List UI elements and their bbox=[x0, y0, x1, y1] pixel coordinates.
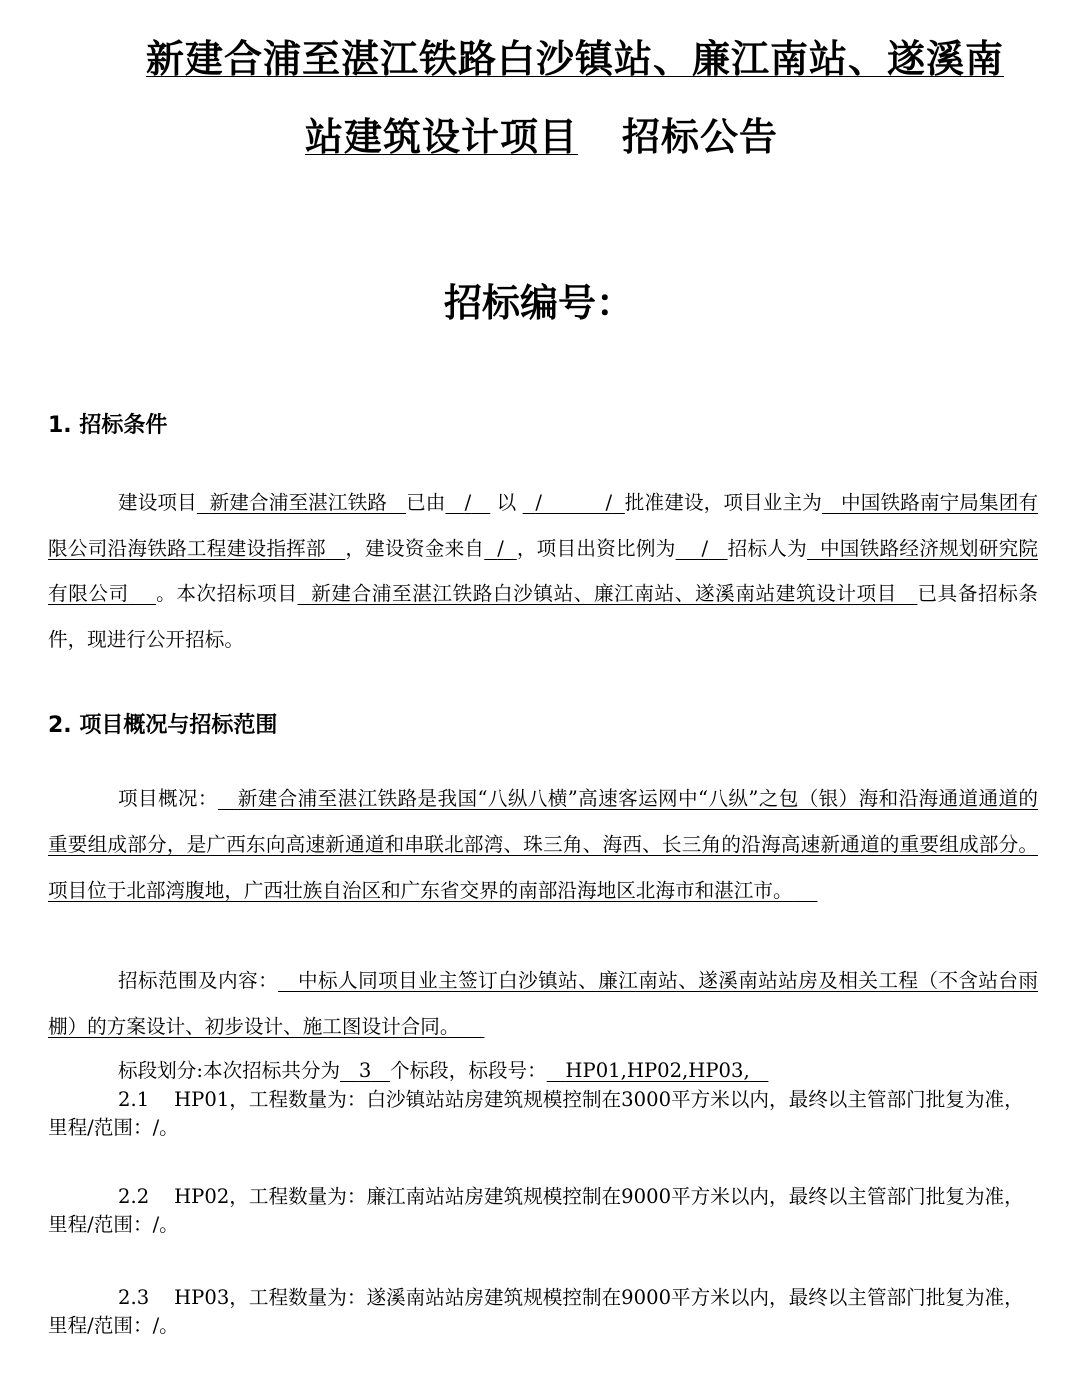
lot-item: 2.2 HP02，工程数量为：廉江南站站房建筑规模控制在9000平方米以内，最终以主管部门批复为准，里程/范围：/。 bbox=[48, 1185, 1024, 1236]
section-1-paragraph: 建设项目 新建合浦至湛江铁路 已由 / 以 / / 批准建设，项目业主为 中国铁路南宁局集团有限公司沿海铁路工程建设指挥部 ，建设资金来自 / ，项目出资比例为 / 招标人为 中国铁路经济规划研究院有限公司 。本次招标项目 新建合浦至湛江铁路白沙镇站、廉江南站、遂溪南站建筑设计项目 已具备招标条件，现进行公开招标。 bbox=[48, 491, 1039, 651]
bid-scope: 招标范围及内容： 中标人同项目业主签订白沙镇站、廉江南站、遂溪南站站房及相关工程（不含站台雨棚）的方案设计、初步设计、施工图设计合同。 bbox=[48, 969, 1039, 1038]
bid-item: 新建合浦至湛江铁路白沙镇站、廉江南站、遂溪南站建筑设计项目 bbox=[311, 582, 897, 605]
title-line-2 bbox=[305, 106, 1005, 161]
bid-number-label: 招标编号： bbox=[444, 281, 635, 325]
title-suffix: 招标公告 bbox=[622, 115, 779, 159]
tenderer: 中国铁路经济规划研究院有限公司 bbox=[48, 536, 1039, 605]
project-name: 新建合浦至湛江铁路 bbox=[209, 491, 388, 514]
title-text-1: 新建合浦至湛江铁路白沙镇站、廉江南站、遂溪南 bbox=[146, 37, 1005, 81]
lot-item: 2.1 HP01，工程数量为：白沙镇站站房建筑规模控制在3000平方米以内，最终以主管部门批复为准，里程/范围：/。 bbox=[48, 1088, 1024, 1139]
project-owner: 中国铁路南宁局集团有限公司沿海铁路工程建设指挥部 bbox=[48, 491, 1039, 560]
section-2-heading: 2. 项目概况与招标范围 bbox=[48, 713, 278, 738]
title-project: 站建筑设计项目 bbox=[305, 115, 579, 159]
title-line-1 bbox=[66, 28, 1026, 83]
lot-division: 标段划分:本次招标共分为 3 个标段，标段号： HP01,HP02,HP03, bbox=[118, 1059, 750, 1082]
lot-item: 2.3 HP03，工程数量为：遂溪南站站房建筑规模控制在9000平方米以内，最终以主管部门批复为准，里程/范围：/。 bbox=[48, 1286, 1024, 1337]
section-1-heading: 1. 招标条件 bbox=[48, 413, 168, 438]
project-overview: 项目概况： 新建合浦至湛江铁路是我国“八纵八横”高速客运网中“八纵”之包（银）海和沿海通道通道的重要组成部分，是广西东向高速新通道和串联北部湾、珠三角、海西、长三角的沿海高速新通道的重要组成部分。项目位于北部湾腹地，广西壮族自治区和广东省交界的南部沿海地区北海市和湛江市。 bbox=[48, 787, 1039, 902]
